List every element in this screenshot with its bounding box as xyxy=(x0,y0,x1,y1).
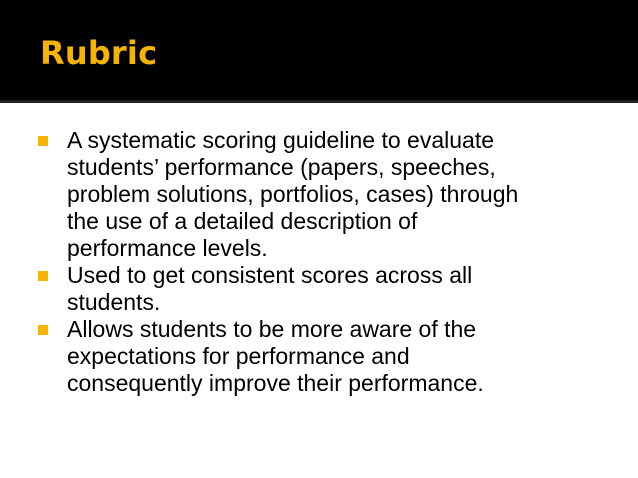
bullet-text-line: A systematic scoring guideline to evaluate xyxy=(67,127,495,153)
bullet-item xyxy=(38,262,618,316)
bullet-list xyxy=(38,127,618,397)
bullet-text-line: problem solutions, portfolios, cases) through xyxy=(67,181,519,207)
square-bullet-icon xyxy=(38,136,48,146)
bullet-text-line: students. xyxy=(67,289,161,315)
square-bullet-icon xyxy=(38,271,48,281)
bullet-text-line: expectations for performance and xyxy=(67,343,410,369)
bullet-text-line: consequently improve their performance. xyxy=(67,370,484,396)
title-divider xyxy=(0,100,638,103)
square-bullet-icon xyxy=(38,325,48,335)
bullet-item xyxy=(38,316,618,397)
bullet-text-line: students’ performance (papers, speeches, xyxy=(67,154,496,180)
bullet-text-line: the use of a detailed description of xyxy=(67,208,418,234)
title-band xyxy=(0,0,638,100)
bullet-text-line: performance levels. xyxy=(67,235,268,261)
bullet-item xyxy=(38,127,618,262)
bullet-text-line: Allows students to be more aware of the xyxy=(67,316,477,342)
slide-title: Rubric xyxy=(40,34,158,72)
bullet-text-line: Used to get consistent scores across all xyxy=(67,262,473,288)
